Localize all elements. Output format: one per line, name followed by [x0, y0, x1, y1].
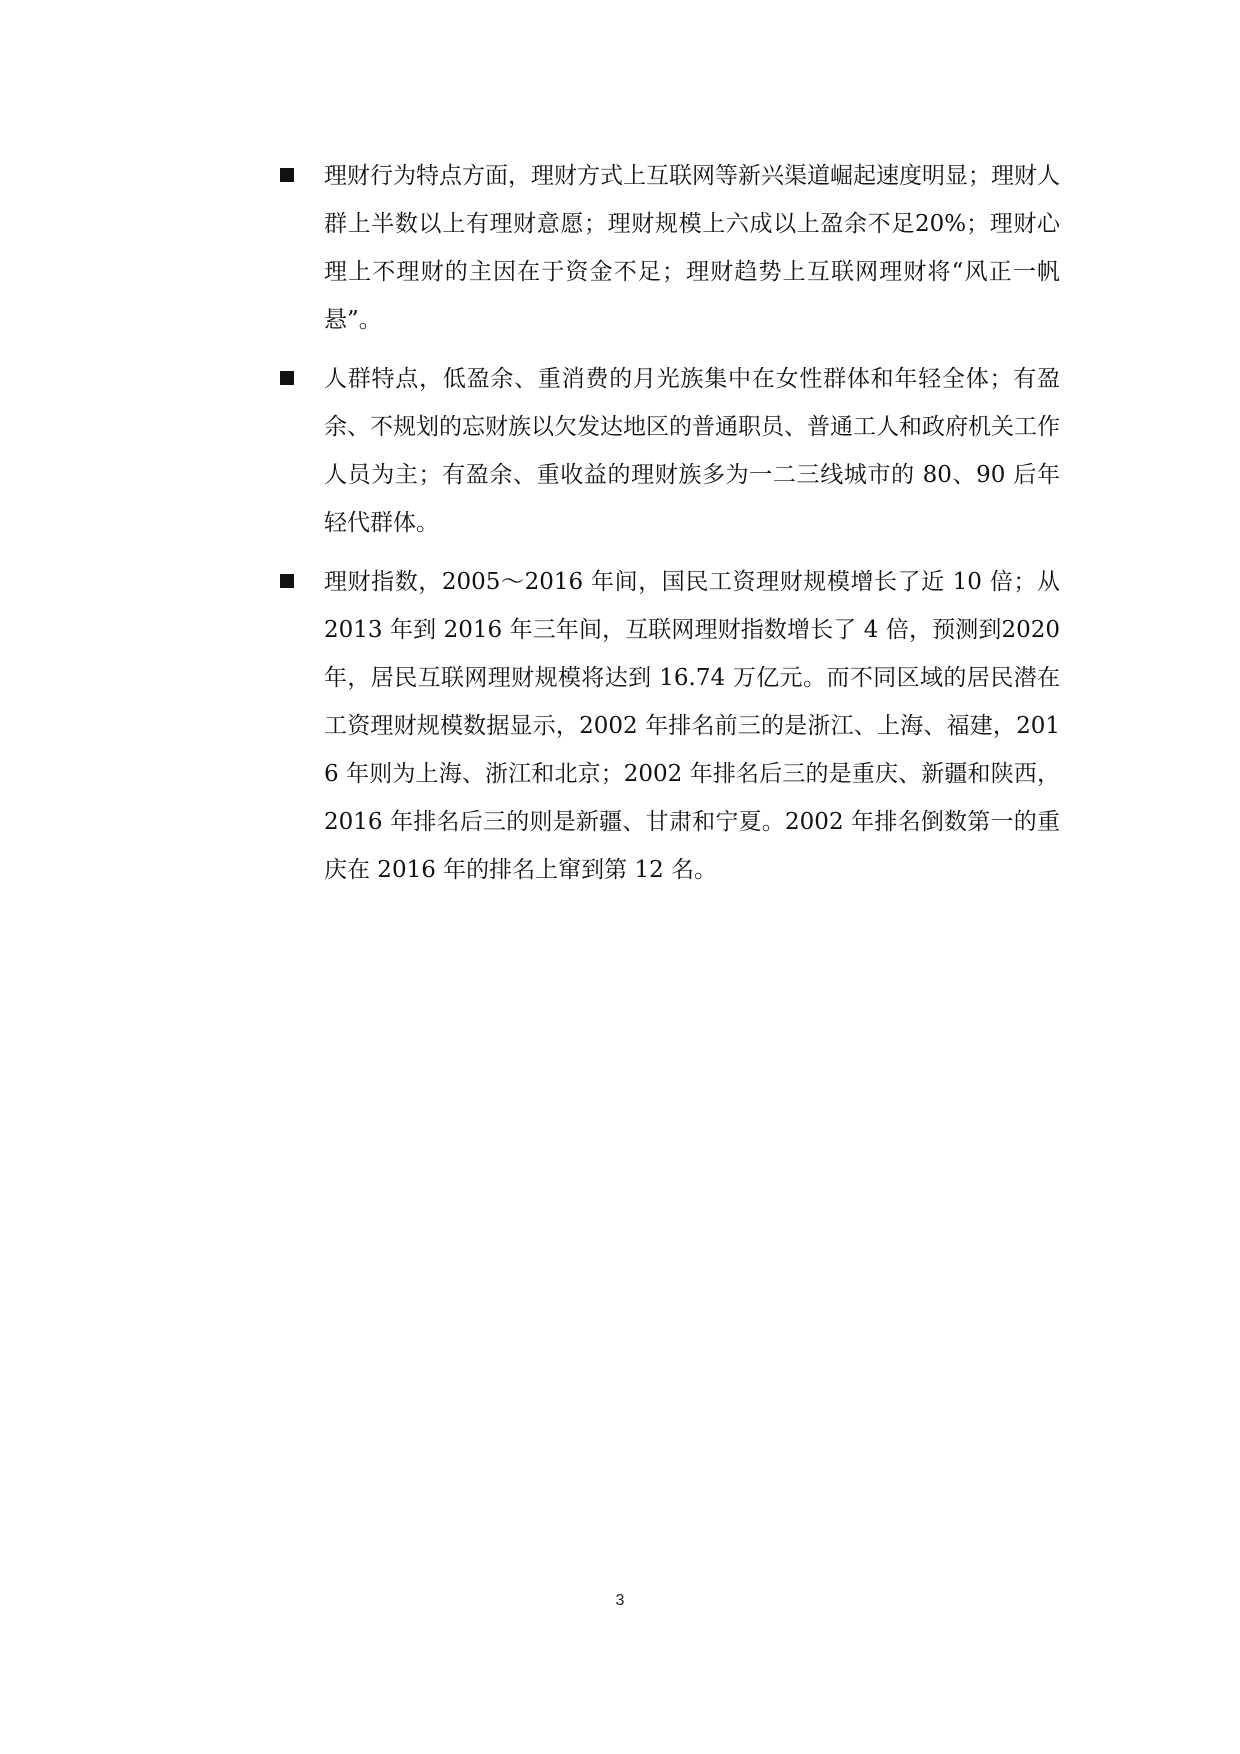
- bullet-text: 理财指数，2005～2016 年间，国民工资理财规模增长了近 10 倍；从 2013 年到 2016 年三年间，互联网理财指数增长了 4 倍，预测到2020 年，居民互联网理财规模将达到 16.74 万亿元。而不同区域的居民潜在工资理财规模数据显示，2002 年排名前三的是浙江、上海、福建，2016 年则为上海、浙江和北京；2002 年排名后三的是重庆、新疆和陕西，2016 年排名后三的则是新疆、甘肃和宁夏。2002 年排名倒数第一的重庆在 2016 年的排名上窜到第 12 名。: [324, 569, 1060, 883]
- bullet-list: [280, 152, 1060, 905]
- square-bullet-icon: [280, 168, 294, 182]
- bullet-text: 人群特点，低盈余、重消费的月光族集中在女性群体和年轻全体；有盈余、不规划的忘财族以欠发达地区的普通职员、普通工人和政府机关工作人员为主；有盈余、重收益的理财族多为一二三线城市的 80、90 后年轻代群体。: [324, 366, 1060, 536]
- square-bullet-icon: [280, 574, 294, 588]
- bullet-item-population-traits: [280, 355, 1060, 547]
- bullet-item-financial-index: [280, 558, 1060, 894]
- bullet-item-financial-behavior: [280, 152, 1060, 344]
- page-number: 3: [615, 1592, 625, 1609]
- square-bullet-icon: [280, 371, 294, 385]
- bullet-text: 理财行为特点方面，理财方式上互联网等新兴渠道崛起速度明显；理财人群上半数以上有理财意愿；理财规模上六成以上盈余不足20%；理财心理上不理财的主因在于资金不足；理财趋势上互联网理财将“风正一帆悬”。: [324, 163, 1060, 333]
